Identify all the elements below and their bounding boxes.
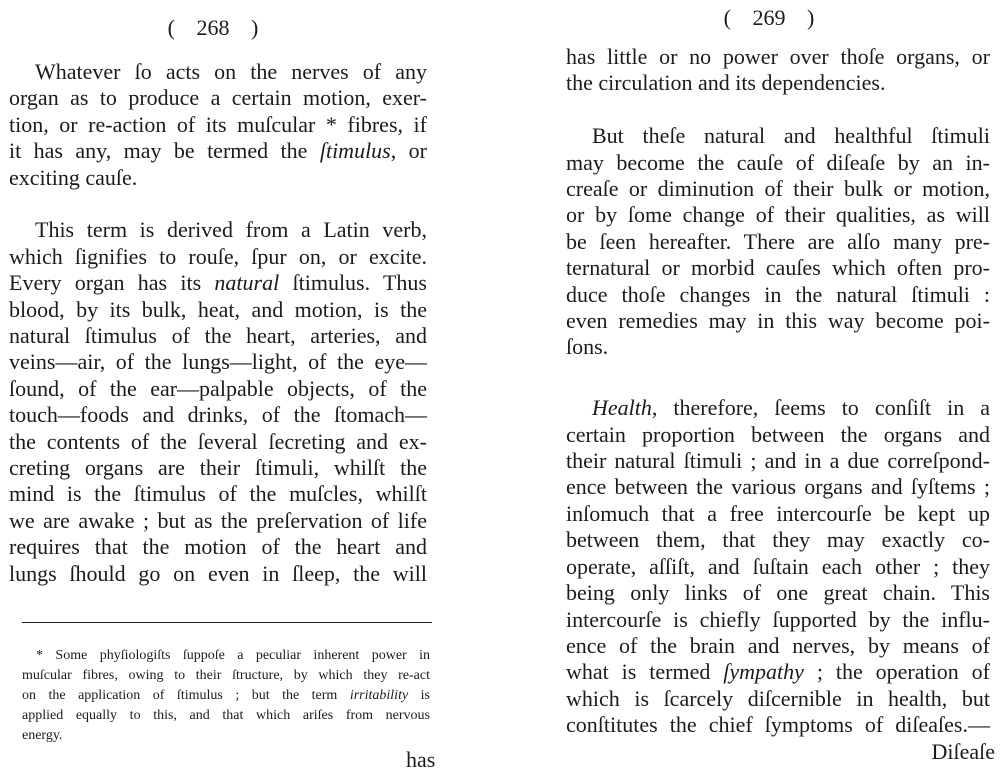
text-line: touch—foods and drinks, of the ſtomach— [9, 402, 427, 428]
text-line: lungs ſhould go on even in ſleep, the will [9, 560, 427, 586]
text-line: creaſe or diminution of their bulk or motion, [566, 176, 990, 202]
text-segment: , or [390, 138, 427, 164]
text-line: Whatever ſo acts on the nerves of any [35, 59, 427, 84]
italic-word: natural [214, 270, 280, 296]
paragraph [9, 217, 427, 587]
text-segment: , therefore, ſeems to conſiſt in a [651, 395, 990, 421]
footnote-line [22, 686, 430, 706]
text-line: inſomuch that a free intercourſe be kept up [566, 500, 990, 526]
text-line: duce thoſe changes in the natural ſtimuli : [566, 281, 990, 307]
text-line: But theſe natural and healthful ſtimuli [592, 123, 990, 149]
catchword: Diſeaſe [931, 739, 995, 764]
text-line: even remedies may in this way become poi- [566, 308, 990, 334]
text-line: exciting cauſe. [9, 164, 138, 190]
paragraph [566, 123, 990, 361]
paragraph [566, 44, 990, 97]
text-segment: ; the operation of [803, 659, 990, 685]
text-line: blood, by its bulk, heat, and motion, is the [9, 296, 427, 322]
text-line: the circulation and its dependencies. [566, 70, 886, 96]
text-line: ence between the various organs and ſyſtems ; [566, 474, 990, 500]
text-line [9, 138, 427, 164]
paragraph [9, 59, 427, 191]
footnote-line: muſcular fibres, owing to their ſtructure, by which they re-act [22, 668, 430, 683]
text-line: being only links of one great chain. This [566, 580, 990, 606]
paragraph [566, 395, 990, 738]
page-number: ( 268 ) [167, 15, 259, 40]
text-line: intercourſe is chiefly ſupported by the influ- [566, 606, 990, 632]
left-page [0, 0, 480, 775]
text-line: veins—air, of the lungs—light, of the eye— [9, 349, 427, 375]
italic-word: irritability [349, 688, 409, 703]
text-segment: Every organ has its [9, 270, 215, 296]
text-line: organ as to produce a certain motion, exer- [9, 85, 427, 111]
footnote-line: applied equally to this, and that which ariſes from nervous [22, 708, 430, 723]
text-line: may become the cauſe of diſeaſe by an in- [566, 149, 990, 175]
footnote-line: energy. [22, 728, 63, 743]
text-line: mind is the ſtimulus of the muſcles, whilſt [9, 481, 427, 507]
text-line: certain proportion between the organs and [566, 421, 990, 447]
text-line [566, 395, 990, 421]
text-line: be ſeen hereafter. There are alſo many pre- [566, 228, 990, 254]
text-line: between them, that they may exactly co- [566, 527, 990, 553]
text-line: conſtitutes the chief ſymptoms of diſeaſes.— [566, 712, 990, 738]
text-segment: ſtimulus. Thus [279, 270, 427, 296]
text-line: or by ſome change of their qualities, as will [566, 202, 990, 228]
text-line: the contents of the ſeveral ſecreting and ex- [9, 428, 427, 454]
italic-word: ſtimulus [319, 138, 391, 164]
text-line: tion, or re-action of its muſcular * fibres, if [9, 111, 427, 137]
text-line: which is ſcarcely diſcernible in health, but [566, 685, 990, 711]
text-line: ence of the brain and nerves, by means of [566, 632, 990, 658]
text-line: their natural ſtimuli ; and in a due correſpond- [566, 448, 990, 474]
text-line: operate, aſſiſt, and ſuſtain each other ; they [566, 553, 990, 579]
text-line [9, 270, 427, 296]
text-line: we are awake ; but as the preſervation of life [9, 507, 427, 533]
text-line: ſons. [566, 334, 609, 360]
text-line: natural ſtimulus of the heart, arteries, and [9, 323, 427, 349]
footnote [22, 646, 430, 746]
page-number: ( 269 ) [723, 5, 815, 30]
italic-word: Health [592, 395, 652, 421]
body-text [9, 59, 427, 587]
footnote-line: * Some phyſiologiſts ſuppoſe a peculiar inherent power in [36, 648, 430, 663]
text-line: has little or no power over thoſe organs, or [566, 44, 990, 69]
text-line: requires that the motion of the heart and [9, 534, 427, 560]
text-segment: what is termed [566, 659, 724, 685]
text-line: creting organs are their ſtimuli, whilſt the [9, 455, 427, 481]
catchword: has [406, 747, 436, 772]
body-text [566, 44, 990, 739]
text-segment: is [408, 688, 431, 703]
text-line: which ſignifies to rouſe, ſpur on, or excite. [9, 243, 427, 269]
text-line: ſound, of the ear—palpable objects, of the [9, 375, 427, 401]
right-page [540, 0, 1000, 775]
italic-word: ſympathy [723, 659, 804, 685]
text-line: ternatural or morbid cauſes which often pro- [566, 255, 990, 281]
text-line [566, 659, 990, 685]
footnote-rule [22, 622, 432, 623]
text-segment: it has any, may be termed the [9, 138, 320, 164]
text-line: This term is derived from a Latin verb, [35, 217, 427, 243]
text-segment: on the application of ſtimulus ; but the term [22, 688, 350, 703]
